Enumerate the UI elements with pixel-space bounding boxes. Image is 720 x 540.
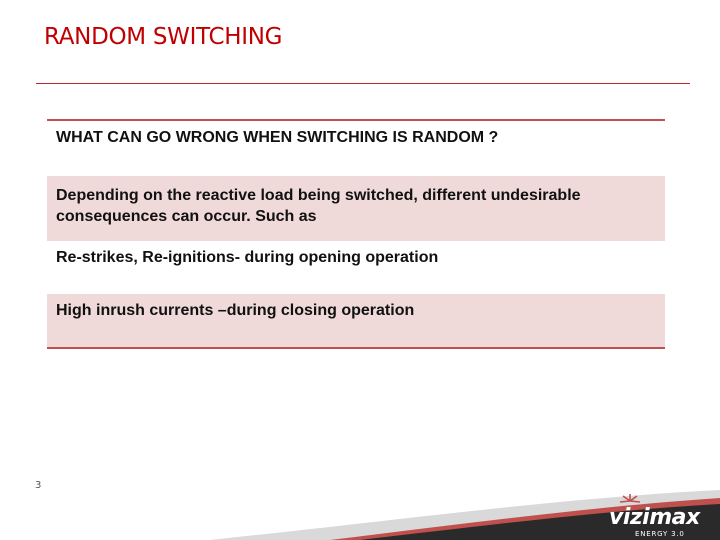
slide-title: RANDOM SWITCHING (44, 24, 283, 50)
content-table (47, 119, 665, 349)
logo-tagline: ENERGY 3.0 (635, 530, 685, 538)
vizimax-logo (605, 495, 715, 540)
table-row: High inrush currents –during closing operation (47, 294, 665, 347)
logo-wordmark: vizimax (609, 505, 700, 530)
title-divider (36, 83, 690, 84)
table-row: Re-strikes, Re-ignitions- during opening operation (47, 241, 665, 294)
page-number: 3 (35, 480, 42, 491)
table-row: Depending on the reactive load being switched, different undesirable consequences can occur. Such as (47, 176, 665, 241)
table-row: WHAT CAN GO WRONG WHEN SWITCHING IS RANDOM ? (47, 121, 665, 176)
